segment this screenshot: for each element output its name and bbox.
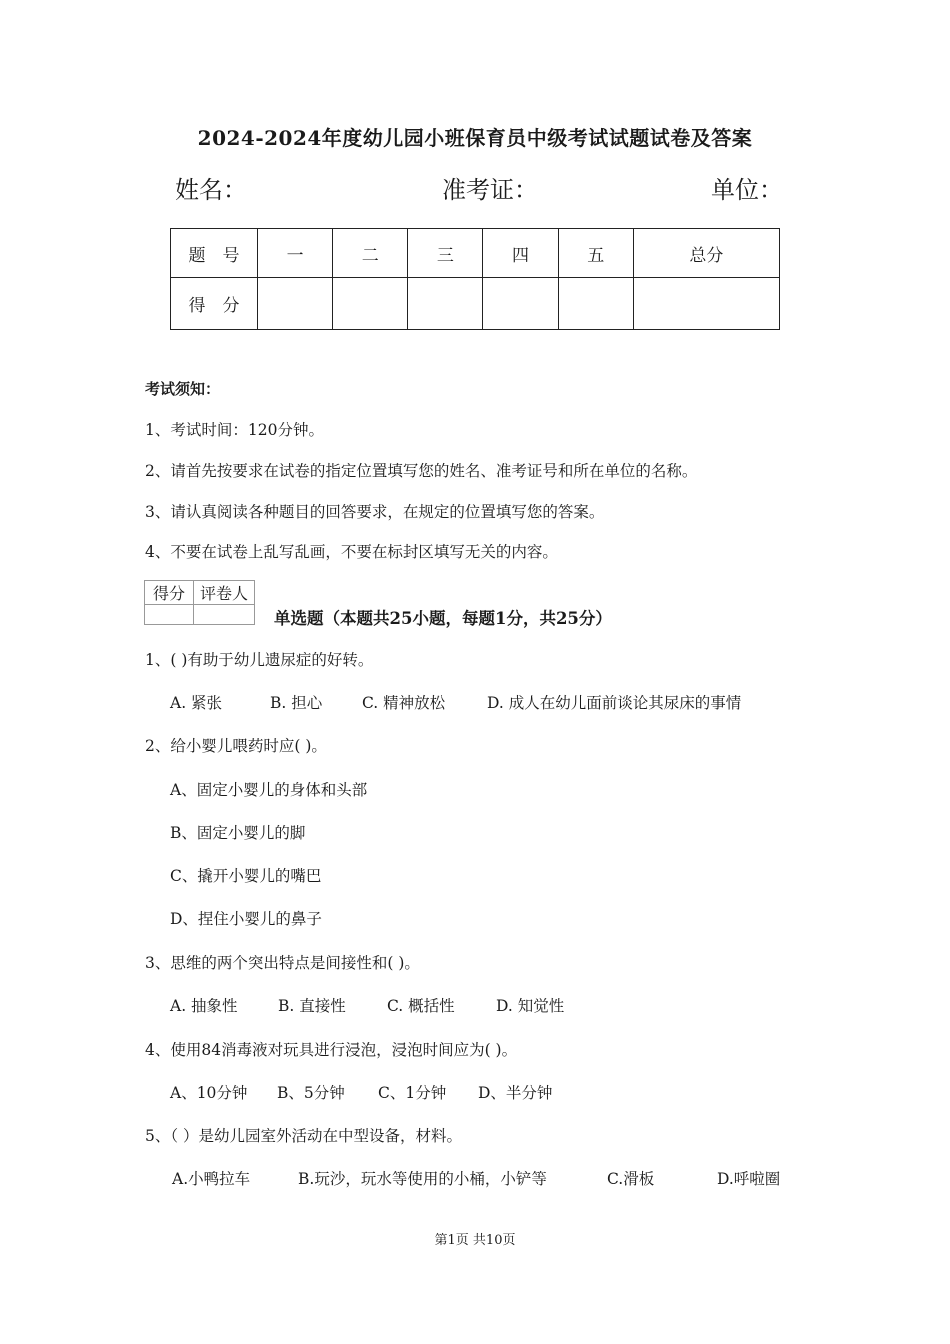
question-option: A、固定小婴儿的身体和头部 — [170, 781, 368, 799]
notice-item: 1、考试时间：120分钟。 — [145, 421, 324, 439]
question-option: D. 成人在幼儿面前谈论其尿床的事情 — [487, 694, 742, 712]
score-table — [170, 228, 780, 330]
question-option: A.小鸭拉车 — [172, 1170, 251, 1188]
notice-item: 2、请首先按要求在试卷的指定位置填写您的姓名、准考证号和所在单位的名称。 — [145, 462, 698, 480]
score-cell[interactable] — [408, 278, 483, 330]
score-table-header-cell: 五 — [558, 229, 633, 278]
question-option: B、固定小婴儿的脚 — [170, 824, 306, 842]
notice-heading: 考试须知： — [145, 380, 221, 398]
question-option: A、10分钟 — [170, 1084, 248, 1102]
document-title: 2024-2024年度幼儿园小班保育员中级考试试题试卷及答案 — [197, 126, 753, 150]
score-table-header-cell: 四 — [483, 229, 558, 278]
grader-name-cell[interactable] — [194, 605, 255, 625]
score-cell[interactable] — [558, 278, 633, 330]
score-table-header-cell: 一 — [258, 229, 333, 278]
question-option: B. 担心 — [270, 694, 323, 712]
score-table-header-cell: 题 号 — [171, 229, 258, 278]
page-footer: 第1页 共10页 — [434, 1233, 516, 1248]
question-stem: 3、思维的两个突出特点是间接性和( )。 — [145, 954, 420, 972]
score-cell[interactable] — [333, 278, 408, 330]
score-cell[interactable] — [483, 278, 558, 330]
question-option: C、撬开小婴儿的嘴巴 — [170, 867, 322, 885]
question-option: D. 知觉性 — [496, 997, 565, 1015]
score-table-header-cell: 二 — [333, 229, 408, 278]
score-table-header-row — [171, 229, 780, 278]
name-field-label: 姓名： — [175, 176, 247, 204]
score-table-score-row — [171, 278, 780, 330]
exam-id-field-label: 准考证： — [442, 176, 538, 204]
grader-box — [144, 580, 255, 625]
grader-score-label: 得分 — [145, 581, 194, 605]
question-stem: 4、使用84消毒液对玩具进行浸泡，浸泡时间应为( )。 — [145, 1041, 518, 1059]
score-table-header-cell: 总分 — [633, 229, 779, 278]
question-option: C. 精神放松 — [362, 694, 446, 712]
notice-item: 4、不要在试卷上乱写乱画，不要在标封区填写无关的内容。 — [145, 543, 558, 561]
question-option: D、捏住小婴儿的鼻子 — [170, 910, 322, 928]
question-stem: 5、（ ）是幼儿园室外活动在中型设备，材料。 — [145, 1127, 463, 1145]
question-option: C. 概括性 — [387, 997, 455, 1015]
notice-item: 3、请认真阅读各种题目的回答要求，在规定的位置填写您的答案。 — [145, 503, 605, 521]
section-title: 单选题（本题共25小题，每题1分，共25分） — [274, 609, 612, 628]
question-option: C、1分钟 — [378, 1084, 447, 1102]
score-table-row-label: 得 分 — [171, 278, 258, 330]
grader-score-cell[interactable] — [145, 605, 194, 625]
question-option: A. 抽象性 — [170, 997, 238, 1015]
unit-field-label: 单位： — [711, 176, 783, 204]
question-option: B、5分钟 — [277, 1084, 345, 1102]
grader-name-label: 评卷人 — [194, 581, 255, 605]
score-table-header-cell: 三 — [408, 229, 483, 278]
score-cell[interactable] — [258, 278, 333, 330]
question-stem: 2、给小婴儿喂药时应( )。 — [145, 737, 327, 755]
question-option: A. 紧张 — [170, 694, 223, 712]
question-option: B. 直接性 — [278, 997, 346, 1015]
question-option: B.玩沙，玩水等使用的小桶，小铲等 — [298, 1170, 547, 1188]
score-cell[interactable] — [633, 278, 779, 330]
question-stem: 1、( )有助于幼儿遗尿症的好转。 — [145, 651, 374, 669]
question-option: D.呼啦圈 — [717, 1170, 781, 1188]
question-option: D、半分钟 — [478, 1084, 553, 1102]
question-option: C.滑板 — [607, 1170, 655, 1188]
